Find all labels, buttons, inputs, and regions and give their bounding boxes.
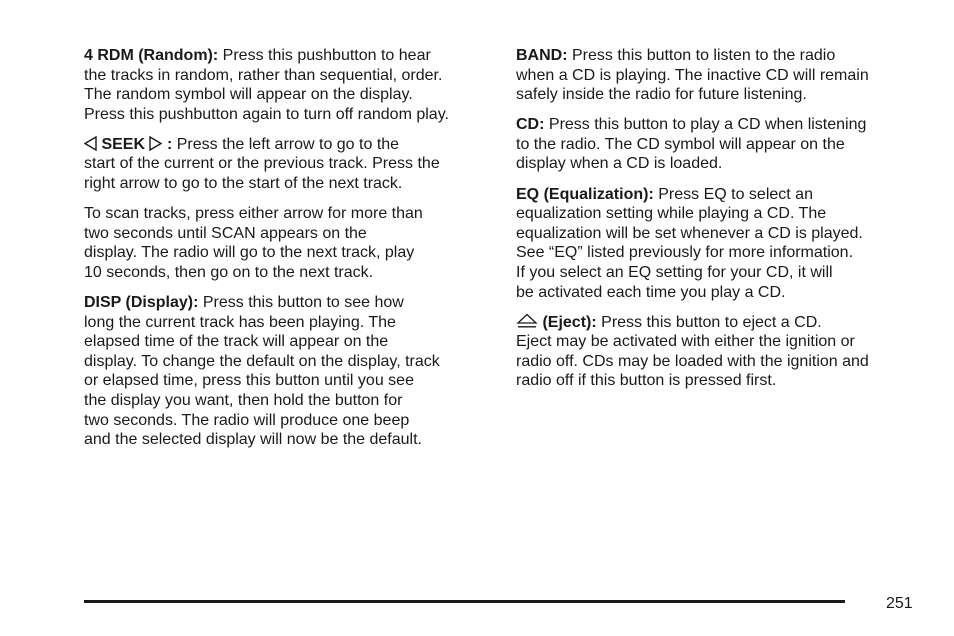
cd-term: CD:	[516, 116, 545, 134]
scan-paragraph: To scan tracks, press either arrow for more than two seconds until SCAN appears on the display. The radio will go to the next track, play 10 seconds, then go on to the next track.	[84, 205, 423, 281]
rdm-paragraph	[84, 46, 488, 124]
eq-term: EQ (Equalization):	[516, 185, 654, 203]
eject-paragraph	[516, 313, 918, 391]
eject-text: Press this button to eject a CD. Eject may be activated with either the ignition or radio off. CDs may be loaded with the ignition and radio off if this button is pressed first.	[516, 313, 869, 390]
seek-colon: :	[166, 135, 173, 153]
seek-left-arrow-icon	[84, 136, 97, 151]
band-paragraph	[516, 46, 918, 105]
eject-term: (Eject):	[542, 313, 597, 331]
rdm-text: Press this pushbutton to hear the tracks in random, rather than sequential, order. The random symbol will appear on the display. Press this pushbutton again to turn off random play.	[84, 47, 449, 123]
cd-paragraph	[516, 115, 918, 174]
disp-term: DISP (Display):	[84, 294, 199, 312]
seek-right-arrow-icon	[149, 136, 162, 151]
eject-icon	[516, 313, 538, 329]
disp-paragraph	[84, 293, 488, 450]
eq-paragraph	[516, 185, 918, 303]
band-term: BAND:	[516, 47, 568, 64]
footer-rule	[84, 600, 845, 603]
left-column	[84, 46, 488, 460]
cd-text: Press this button to play a CD when listening to the radio. The CD symbol will appear on the display when a CD is loaded.	[516, 116, 867, 173]
eq-text: Press EQ to select an equalization setting while playing a CD. The equalization will be set whenever a CD is played. See “EQ” listed previously for more information. If you select an EQ setting for your CD, it will be activated each time you play a CD.	[516, 185, 863, 301]
band-text: Press this button to listen to the radio when a CD is playing. The inactive CD will remain safely inside the radio for future listening.	[516, 47, 869, 104]
seek-paragraph	[84, 135, 488, 194]
disp-text: Press this button to see how long the current track has been playing. The elapsed time of the track will appear on the display. To change the default on the display, track or elapsed time, press this button until you see the display you want, then hold the button for two seconds. The radio will produce one beep and the selected display will now be the default.	[84, 294, 440, 449]
rdm-term: 4 RDM (Random):	[84, 47, 219, 64]
seek-text: Press the left arrow to go to the start of the current or the previous track. Press the right arrow to go to the start of the next track.	[84, 135, 440, 193]
page-number: 251	[886, 595, 913, 612]
right-column	[516, 46, 918, 402]
seek-term: SEEK	[101, 135, 146, 153]
